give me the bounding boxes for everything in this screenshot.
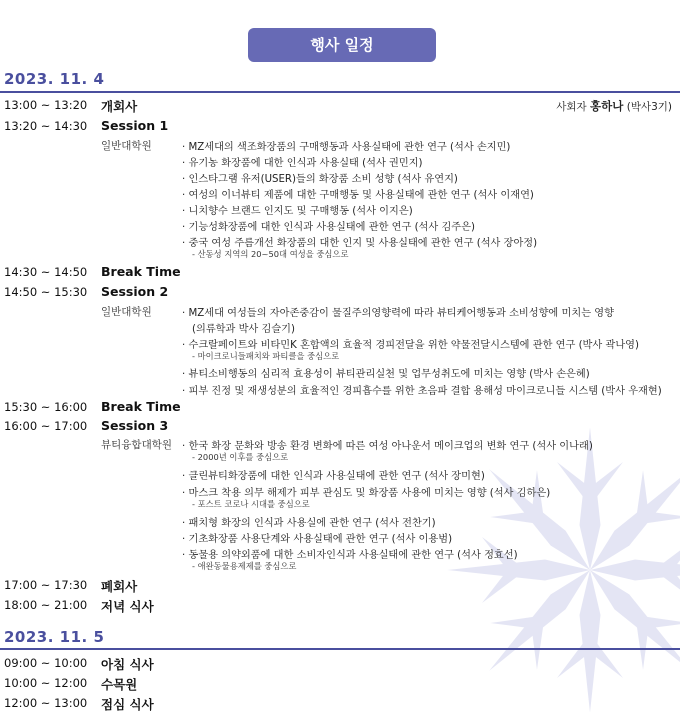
session3-item: · 기초화장품 사용단계와 사용실태에 관한 연구 (석사 이용범) [182,534,453,545]
session3-item: · 마스크 착용 의무 해제가 피부 관심도 및 화장품 사용에 미치는 영향 (석사 김하은) [182,488,551,499]
session3-item: · 동물용 의약외품에 대한 소비자인식과 사용실태에 관한 연구 (석사 정효선) [182,550,518,561]
title-breakfast: 아침 식사 [101,657,154,672]
session3-item: · 클린뷰티화장품에 대한 인식과 사용실태에 관한 연구 (석사 장미현) [182,471,485,482]
title-session1: Session 1 [101,118,169,133]
session1-item: · MZ세대의 색조화장품의 구매행동과 사용실태에 관한 연구 (석사 손지민) [182,142,511,153]
page-title: 행사 일정 [248,28,436,62]
session2-item: · 뷰티소비행동의 심리적 효용성이 뷰티관리실천 및 업무성취도에 미치는 영향 (박사 손은혜) [182,369,590,380]
session1-note: - 산동성 지역의 20~50대 여성을 중심으로 [192,249,349,259]
date-divider-day2 [0,648,680,650]
time-closing: 17:00 ~ 17:30 [4,578,88,592]
title-arboretum: 수목원 [101,677,138,692]
org-session3: 뷰티융합대학원 [101,439,173,451]
session1-item: · 인스타그램 유저(USER)들의 화장품 소비 성향 (석사 유연지) [182,174,458,185]
date-heading-day1: 2023. 11. 4 [4,70,105,88]
time-dinner: 18:00 ~ 21:00 [4,598,88,612]
title-dinner: 저녁 식사 [101,599,154,614]
host-info [556,98,672,114]
session3-note: - 포스트 코로나 시대를 중심으로 [192,499,310,509]
host-label: 사회자 [556,101,587,113]
session2-item: · 수크랄페이트와 비타민K 혼합액의 효율적 경피전달을 위한 약물전달시스템에 관한 연구 (박사 곽나영) [182,340,639,351]
title-closing: 폐회사 [101,579,138,594]
session3-note: - 2000년 이후를 중심으로 [192,452,289,462]
title-break1: Break Time [101,264,181,279]
title-session2: Session 2 [101,284,169,299]
time-session3: 16:00 ~ 17:00 [4,419,88,433]
title-lunch: 점심 식사 [101,697,154,712]
session1-item: · 니치향수 브랜드 인지도 및 구매행동 (석사 이지은) [182,206,413,217]
title-session3: Session 3 [101,418,169,433]
session3-item: · 패치형 화장의 인식과 사용실에 관한 연구 (석사 전찬기) [182,518,436,529]
time-break2: 15:30 ~ 16:00 [4,400,88,414]
host-name: 홍하나 [590,99,624,113]
session1-item: · 기능성화장품에 대한 인식과 사용실태에 관한 연구 (석사 김주은) [182,222,475,233]
session1-item: · 유기농 화장품에 대한 인식과 사용실태 (석사 권민지) [182,158,423,169]
time-arboretum: 10:00 ~ 12:00 [4,676,88,690]
org-session1: 일반대학원 [101,140,152,152]
date-heading-day2: 2023. 11. 5 [4,628,105,646]
title-break2: Break Time [101,399,181,414]
session1-item: · 중국 여성 주름개선 화장품의 대한 인지 및 사용실태에 관한 연구 (석사 장아정) [182,238,538,249]
time-opening: 13:00 ~ 13:20 [4,98,88,112]
session1-item: · 여성의 이너뷰티 제품에 대한 구매행동 및 사용실태에 관한 연구 (석사 이재연) [182,190,534,201]
title-opening: 개회사 [101,99,138,114]
session3-item: · 한국 화장 문화와 방송 환경 변화에 따른 여성 아나운서 메이크업의 변화 연구 (석사 이나래) [182,441,593,452]
host-role: (박사3기) [626,101,672,113]
session3-note: - 애완동물용제제를 중심으로 [192,561,297,571]
session2-item: · 피부 진정 및 재생성분의 효율적인 경피흡수를 위한 초음파 결합 용해성 마이크로니들 시스템 (박사 우재현) [182,386,662,397]
time-session1: 13:20 ~ 14:30 [4,119,88,133]
time-breakfast: 09:00 ~ 10:00 [4,656,88,670]
time-lunch: 12:00 ~ 13:00 [4,696,88,710]
session2-note: - 마이크로니들패치와 파티클을 중심으로 [192,351,340,361]
time-break1: 14:30 ~ 14:50 [4,265,88,279]
date-divider-day1 [0,91,680,93]
org-session2: 일반대학원 [101,306,152,318]
snowflake-decoration [440,420,680,720]
time-session2: 14:50 ~ 15:30 [4,285,88,299]
session2-item-cont: (의류학과 박사 김슬기) [192,324,295,335]
session2-item: · MZ세대 여성들의 자아존중감이 물질주의영향력에 따라 뷰티케어행동과 소비성향에 미치는 영향 [182,308,614,319]
